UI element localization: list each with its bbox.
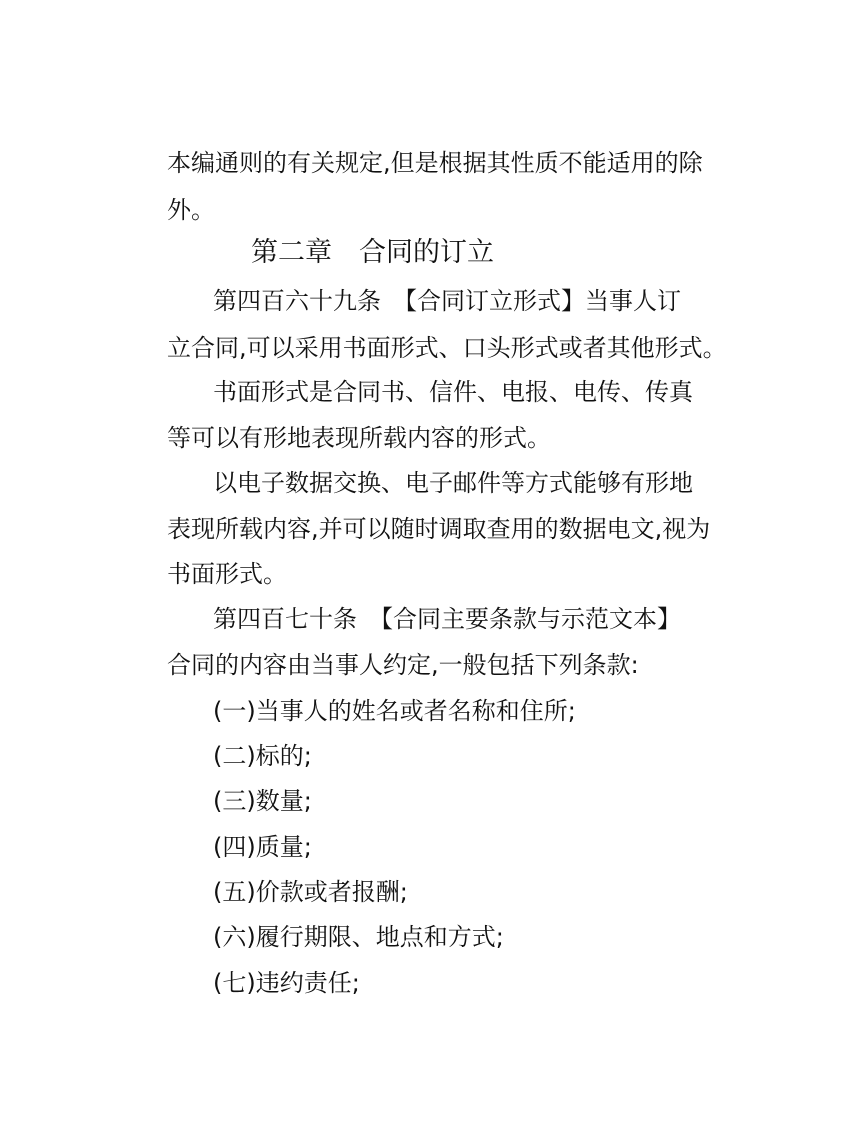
continuation-line-2: 外。: [167, 196, 215, 224]
article-469-para3-line-1: 以电子数据交换、电子邮件等方式能够有形地: [213, 469, 693, 497]
list-item: (三)数量;: [213, 787, 312, 815]
article-469-heading-line: 第四百六十九条 【合同订立形式】当事人订: [213, 287, 681, 315]
chapter-title: 第二章 合同的订立: [251, 237, 494, 268]
article-469-line-2: 立合同,可以采用书面形式、口头形式或者其他形式。: [167, 334, 727, 362]
list-item: (七)违约责任;: [213, 969, 360, 997]
list-item: (四)质量;: [213, 833, 312, 861]
list-item: (五)价款或者报酬;: [213, 878, 408, 906]
article-469-para2-line-2: 等可以有形地表现所载内容的形式。: [167, 424, 551, 452]
article-470-heading-line: 第四百七十条 【合同主要条款与示范文本】: [213, 605, 681, 633]
article-469-para3-line-2: 表现所载内容,并可以随时调取查用的数据电文,视为: [167, 515, 711, 543]
article-470-line-2: 合同的内容由当事人约定,一般包括下列条款:: [167, 651, 639, 679]
article-469-para2-line-1: 书面形式是合同书、信件、电报、电传、传真: [213, 378, 693, 406]
article-469-para3-line-3: 书面形式。: [167, 560, 287, 588]
list-item: (二)标的;: [213, 742, 312, 770]
list-item: (六)履行期限、地点和方式;: [213, 923, 504, 951]
continuation-line-1: 本编通则的有关规定,但是根据其性质不能适用的除: [167, 149, 703, 177]
list-item: (一)当事人的姓名或者名称和住所;: [213, 697, 576, 725]
